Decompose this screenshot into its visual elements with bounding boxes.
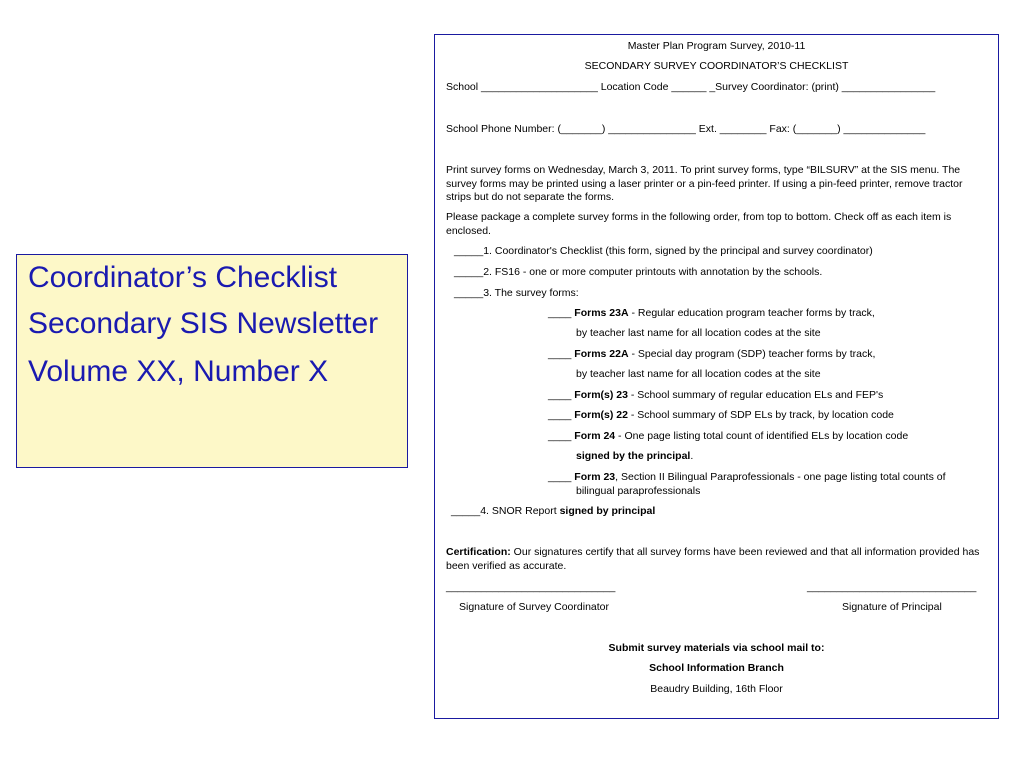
checklist-document	[434, 34, 999, 719]
package-instructions: Please package a complete survey forms in the following order, from top to bottom. Check off as each item is enclosed.	[446, 211, 952, 237]
building-address: Beaudry Building, 16th Floor	[650, 683, 783, 695]
form-item-continued: bilingual paraprofessionals	[576, 485, 701, 497]
checklist-item-1: _____1. Coordinator's Checklist (this form, signed by the principal and survey coordinator)	[454, 245, 873, 257]
print-instructions: Print survey forms on Wednesday, March 3, 2011. To print survey forms, type “BILSURV” at the SIS menu. The survey forms may be printed using a laser printer or a pin-feed printer. If using a pin-feed printer, remove tractor strips but do not separate the forms.	[446, 164, 963, 203]
form-item-continued: signed by the principal.	[576, 450, 694, 462]
branch-name: School Information Branch	[649, 662, 784, 674]
checklist-header: SECONDARY SURVEY COORDINATOR’S CHECKLIST	[584, 60, 849, 72]
coordinator-signature-line: _____________________________	[446, 581, 616, 593]
coordinator-signature-label: Signature of Survey Coordinator	[459, 601, 609, 613]
phone-line: School Phone Number: (_______) _______________ Ext. ________ Fax: (_______) ______________	[446, 123, 926, 135]
volume-number: Volume XX, Number X	[28, 355, 329, 388]
form-item: ____ Form 23, Section II Bilingual Paraprofessionals - one page listing total counts of	[548, 471, 946, 483]
form-item: ____ Forms 22A - Special day program (SDP) teacher forms by track,	[548, 348, 876, 360]
school-line: School ____________________ Location Code ______ _Survey Coordinator: (print) ________________	[446, 81, 936, 93]
title-box	[16, 254, 408, 468]
checklist-title: Coordinator’s Checklist	[28, 261, 338, 294]
form-item: ____ Form(s) 23 - School summary of regular education ELs and FEP's	[548, 389, 884, 401]
form-item: ____ Form 24 - One page listing total count of identified ELs by location code	[548, 430, 909, 442]
principal-signature-label: Signature of Principal	[842, 601, 942, 613]
checklist-item-4: _____4. SNOR Report signed by principal	[451, 505, 656, 517]
form-item: ____ Forms 23A - Regular education program teacher forms by track,	[548, 307, 875, 319]
submit-instructions: Submit survey materials via school mail to:	[608, 642, 825, 654]
form-item-continued: by teacher last name for all location codes at the site	[576, 368, 821, 380]
principal-signature-line: _____________________________	[807, 581, 977, 593]
certification: Certification: Our signatures certify that all survey forms have been reviewed and that all information provided has been verified as accurate.	[446, 546, 980, 572]
newsletter-title: Secondary SIS Newsletter	[28, 307, 379, 340]
checklist-item-3: _____3. The survey forms:	[454, 287, 579, 299]
checklist-item-2: _____2. FS16 - one or more computer printouts with annotation by the schools.	[454, 266, 823, 278]
form-item-continued: by teacher last name for all location codes at the site	[576, 327, 821, 339]
survey-header: Master Plan Program Survey, 2010-11	[627, 40, 806, 52]
form-item: ____ Form(s) 22 - School summary of SDP ELs by track, by location code	[548, 409, 894, 421]
